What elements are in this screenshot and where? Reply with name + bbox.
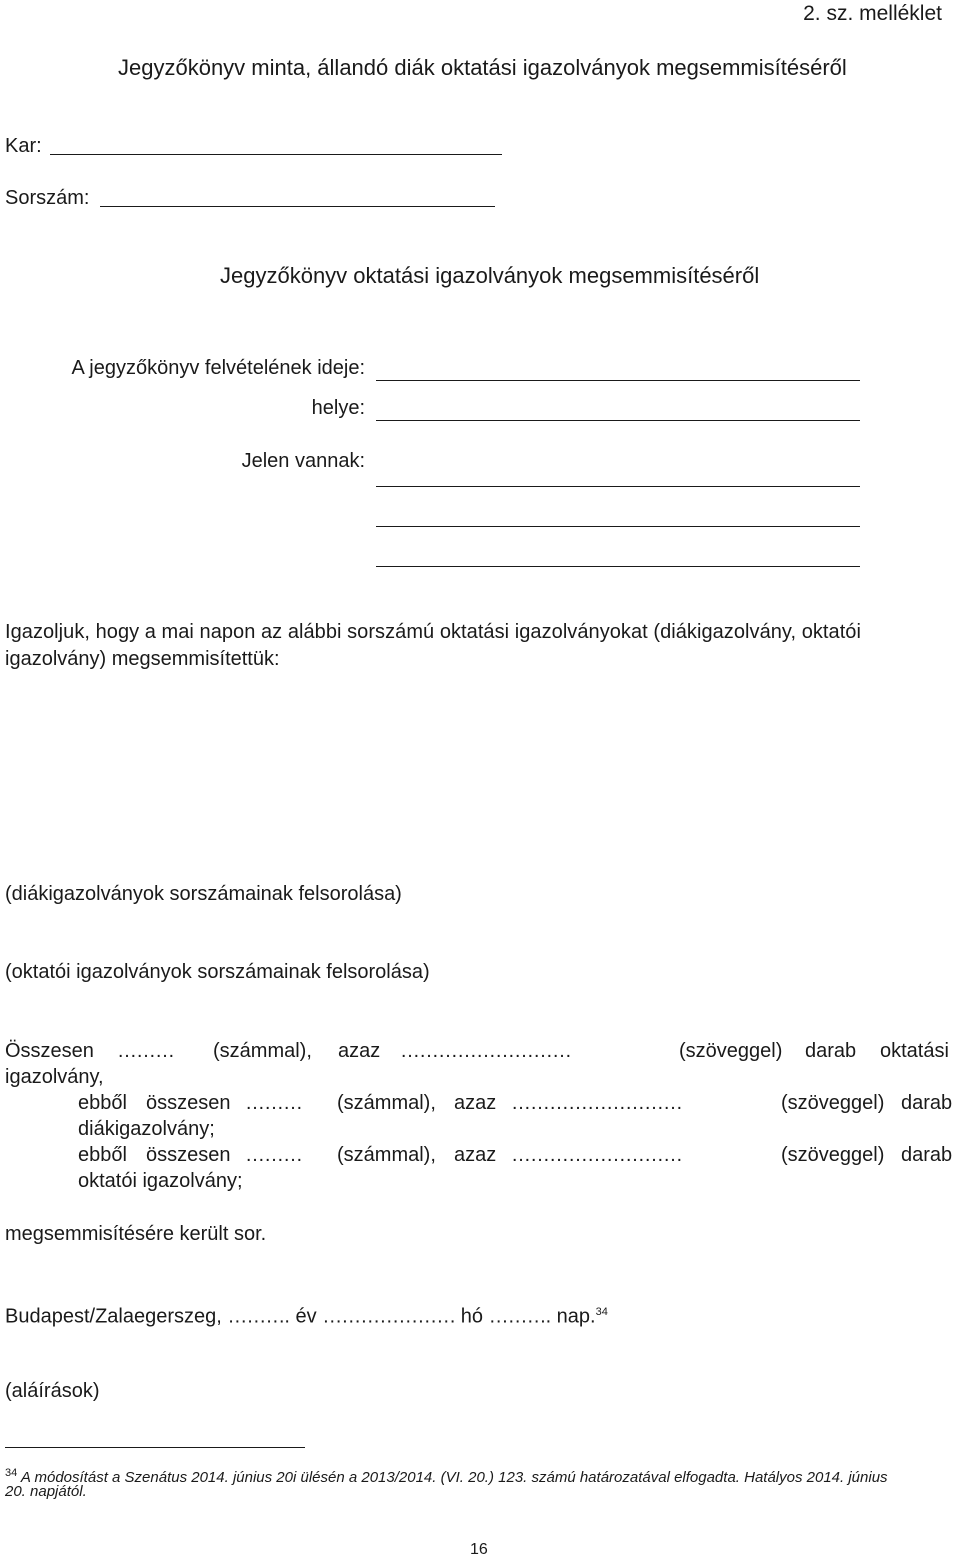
darab-word: darab [901,1092,953,1114]
oktatasi-word: oktatási [880,1040,949,1062]
teacher-text-blank[interactable]: ……………………… [511,1144,682,1166]
ebbol-word: ebből [78,1144,127,1166]
month-blank[interactable]: ………………… [322,1305,456,1328]
year-label: . év [284,1305,317,1328]
footnote-ref[interactable]: 34 [595,1306,608,1318]
osszesen-word: összesen [146,1092,231,1114]
certify-line-2: igazolvány) megsemmisítettük: [5,648,280,670]
signatures-label: (aláírások) [5,1380,100,1402]
azaz-word: azaz [454,1092,497,1114]
total-count-blank[interactable]: ……… [117,1040,174,1062]
month-label: hó [460,1305,483,1328]
text-label: (szöveggel) [781,1144,885,1166]
time-field[interactable] [376,380,860,381]
present-field-3[interactable] [376,566,860,567]
student-text-blank[interactable]: ……………………… [511,1092,682,1114]
sorszam-field[interactable] [100,206,495,207]
text-label: (szöveggel) [679,1040,783,1062]
footnote-line-1 [5,1461,888,1490]
text-label: (szöveggel) [781,1092,885,1114]
kar-label: Kar: [5,135,42,157]
igazolvany-word: igazolvány, [5,1066,104,1088]
certify-line-1: Igazoljuk, hogy a mai napon az alábbi sorszámú oktatási igazolványokat (diákigazolvány, oktatói [5,621,861,643]
present-label: Jelen vannak: [241,450,365,472]
date-line [5,1300,608,1329]
ebbol-word: ebből [78,1092,127,1114]
sorszam-label: Sorszám: [5,187,90,209]
teacher-list-note: (oktatói igazolványok sorszámainak felsorolása) [5,961,430,983]
total-word: Összesen [5,1040,94,1062]
num-label: (számmal), [337,1092,436,1114]
footnote-divider [5,1447,305,1448]
footnote-text: A módosítást a Szenátus 2014. június 20i ülésén a 2013/2014. (VI. 20.) 123. számú határozatával elfogadta. Hatályos 2014. június [20,1469,888,1486]
place-label: helye: [311,397,365,419]
total-text-blank[interactable]: ……………………… [400,1040,571,1062]
conclusion-text: megsemmisítésére került sor. [5,1223,267,1245]
attachment-label: 2. sz. melléklet [803,2,942,25]
footnote-line-2: 20. napjától. [5,1483,87,1500]
present-field-2[interactable] [376,526,860,527]
day-label: . nap. [545,1305,596,1328]
teacher-count-blank[interactable]: ……… [245,1144,302,1166]
year-blank[interactable]: ……… [227,1305,285,1328]
kar-field[interactable] [50,154,502,155]
document-title: Jegyzőkönyv oktatási igazolványok megsemmisítéséről [220,263,760,288]
place-field[interactable] [376,420,860,421]
darab-word: darab [901,1144,953,1166]
present-field-1[interactable] [376,486,860,487]
footnote-marker: 34 [5,1467,18,1479]
student-count-blank[interactable]: ……… [245,1092,302,1114]
darab-word: darab [805,1040,857,1062]
azaz-word: azaz [338,1040,381,1062]
teacher-card-word: oktatói igazolvány; [78,1170,243,1192]
day-blank[interactable]: ……… [488,1305,546,1328]
student-list-note: (diákigazolványok sorszámainak felsorolása) [5,883,402,905]
num-label: (számmal), [337,1144,436,1166]
sample-title: Jegyzőkönyv minta, állandó diák oktatási igazolványok megsemmisítéséről [118,55,847,80]
time-label: A jegyzőkönyv felvételének ideje: [71,357,365,379]
page-number: 16 [470,1541,488,1558]
num-label: (számmal), [213,1040,312,1062]
student-card-word: diákigazolvány; [78,1118,215,1140]
city-text: Budapest/Zalaegerszeg, [5,1305,222,1328]
azaz-word: azaz [454,1144,497,1166]
osszesen-word: összesen [146,1144,231,1166]
